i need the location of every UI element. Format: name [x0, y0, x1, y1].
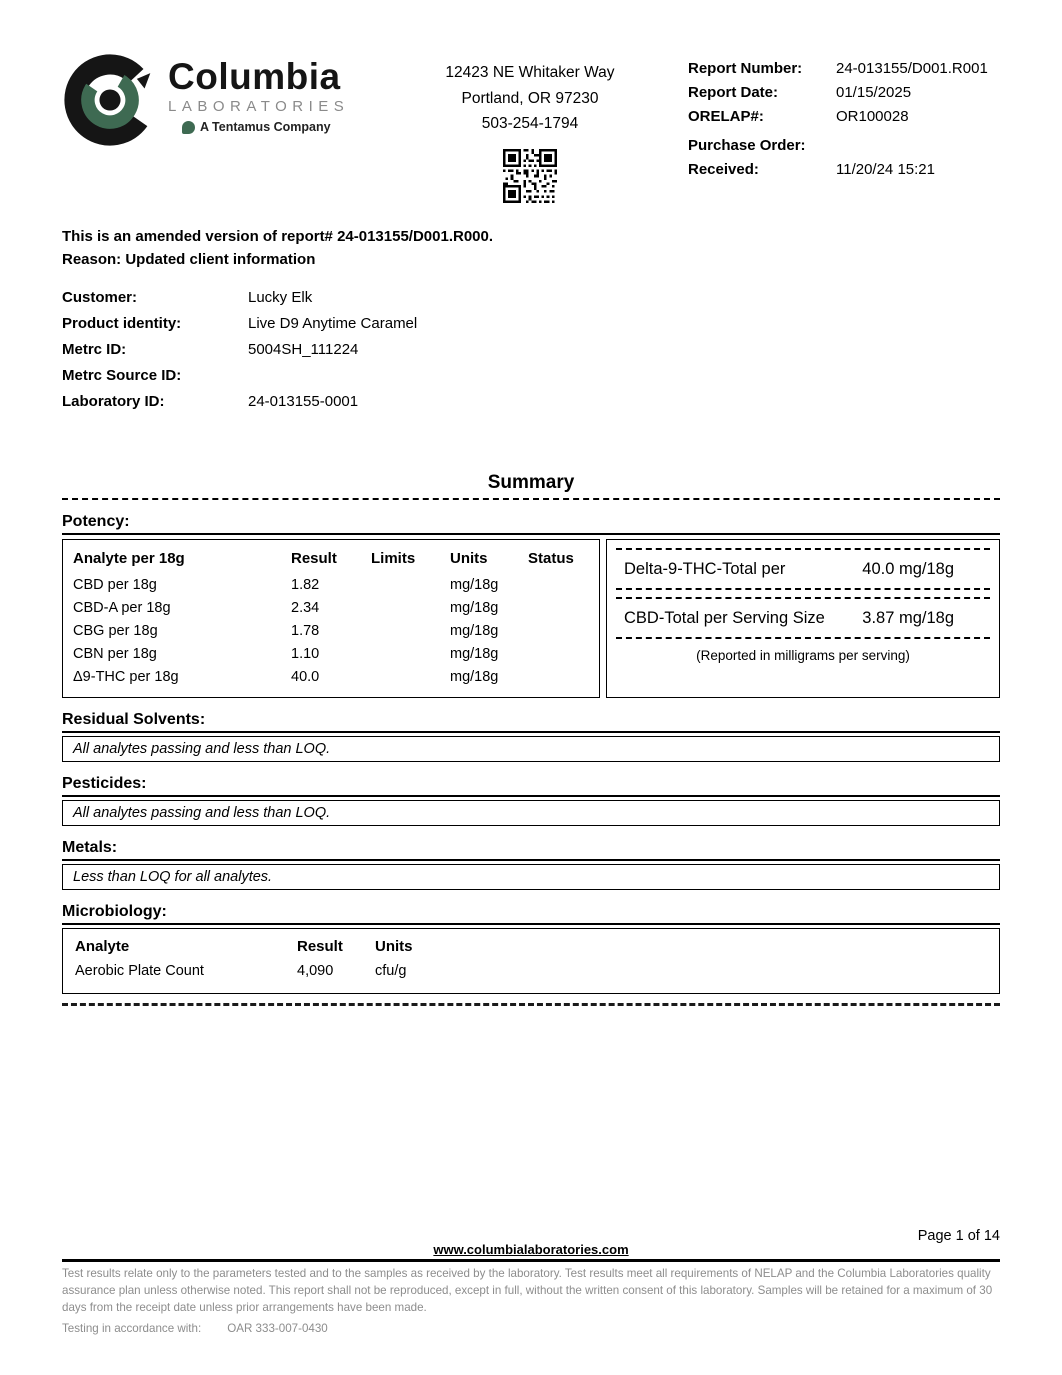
table-row	[73, 597, 589, 620]
amended-notice	[62, 225, 1000, 272]
laboratory-id-row	[62, 393, 1000, 410]
cell-units: mg/18g	[450, 646, 499, 663]
orelap-label: ORELAP#:	[688, 108, 764, 125]
cell-status	[528, 666, 588, 689]
website-link[interactable]: www.columbialaboratories.com	[433, 1242, 629, 1257]
cell-result: 40.0	[291, 669, 320, 686]
microbiology-table	[62, 928, 1000, 994]
cell-result: 4,090	[297, 963, 334, 980]
cell-result: 1.78	[291, 623, 320, 640]
logo-subtitle: LABORATORIES	[168, 98, 350, 115]
metals-note: Less than LOQ for all analytes.	[62, 864, 1000, 890]
laboratory-id-value: 24-013155-0001	[248, 393, 359, 411]
sample-info	[62, 289, 1000, 410]
report-number-row	[688, 60, 1000, 77]
footer-rule	[62, 1242, 1000, 1262]
tentamus-icon	[182, 121, 195, 134]
metrc-id-value: 5004SH_111224	[248, 341, 359, 359]
cell-units: mg/18g	[450, 600, 499, 617]
potency-table	[62, 539, 600, 698]
tagline-text: A Tentamus Company	[200, 120, 331, 134]
cbd-total-row	[616, 597, 990, 639]
cell-analyte: CBD-A per 18g	[73, 600, 171, 617]
received-label: Received:	[688, 161, 759, 178]
cell-status	[528, 597, 588, 620]
potency-section-title: Potency:	[62, 513, 1000, 535]
laboratory-id-label: Laboratory ID:	[62, 393, 165, 411]
cbd-total-value: 3.87 mg/18g	[862, 609, 954, 628]
thc-total-row	[616, 548, 990, 590]
potency-totals-box	[606, 539, 1000, 698]
lab-address	[372, 52, 688, 203]
report-date-value: 01/15/2025	[836, 84, 912, 101]
logo-name: Columbia	[168, 56, 341, 97]
accordance-label: Testing in accordance with:	[62, 1322, 202, 1336]
cell-limits	[371, 597, 450, 620]
cell-result: 1.10	[291, 646, 320, 663]
col-status: Status	[528, 550, 574, 568]
received-value: 11/20/24 15:21	[836, 161, 935, 178]
microbiology-title: Microbiology:	[62, 903, 1000, 925]
cell-status	[528, 620, 588, 643]
summary-divider-top	[62, 498, 1000, 500]
potency-section	[62, 539, 1000, 698]
logo-tagline	[182, 120, 349, 134]
customer-value: Lucky Elk	[248, 289, 313, 307]
cell-limits	[371, 643, 450, 666]
col-analyte: Analyte	[75, 938, 130, 956]
report-date-label: Report Date:	[688, 84, 779, 101]
product-identity-label: Product identity:	[62, 315, 182, 333]
cbd-total-label: CBD-Total per Serving Size	[624, 609, 825, 628]
columbia-logo-icon	[62, 52, 158, 153]
col-limits: Limits	[371, 550, 416, 568]
accordance-value: OAR 333-007-0430	[227, 1322, 328, 1336]
product-identity-row	[62, 315, 1000, 332]
cell-analyte: Δ9-THC per 18g	[73, 669, 179, 686]
orelap-value: OR100028	[836, 108, 909, 125]
thc-total-label: Delta-9-THC-Total per	[624, 560, 786, 579]
table-row	[73, 620, 589, 643]
cell-analyte: CBD per 18g	[73, 577, 157, 594]
microbiology-header-row	[75, 935, 987, 959]
address-line1: 12423 NE Whitaker Way	[445, 64, 615, 81]
table-row	[73, 574, 589, 597]
cell-result: 1.82	[291, 577, 320, 594]
metrc-id-label: Metrc ID:	[62, 341, 127, 359]
report-info	[688, 52, 1000, 185]
pesticides-title: Pesticides:	[62, 775, 1000, 797]
cell-analyte: CBG per 18g	[73, 623, 158, 640]
report-number-label: Report Number:	[688, 60, 803, 77]
table-row	[73, 643, 589, 666]
page-number: Page 1 of 14	[917, 1228, 1000, 1244]
metals-title: Metals:	[62, 839, 1000, 861]
purchase-order-row	[688, 137, 1000, 154]
received-row	[688, 161, 1000, 178]
customer-label: Customer:	[62, 289, 138, 307]
col-units: Units	[375, 938, 413, 956]
cell-limits	[371, 666, 450, 689]
customer-row	[62, 289, 1000, 306]
pesticides-note: All analytes passing and less than LOQ.	[62, 800, 1000, 826]
summary-divider-bottom	[62, 1003, 1000, 1006]
cell-status	[528, 574, 588, 597]
cell-units: mg/18g	[450, 577, 499, 594]
qr-code	[503, 149, 557, 203]
potency-header-row	[73, 546, 589, 572]
cell-limits	[371, 574, 450, 597]
cell-analyte: CBN per 18g	[73, 646, 157, 663]
cell-units: mg/18g	[450, 623, 499, 640]
orelap-row	[688, 108, 1000, 125]
report-date-row	[688, 84, 1000, 101]
purchase-order-label: Purchase Order:	[688, 137, 806, 154]
metrc-source-id-row	[62, 367, 1000, 384]
product-identity-value: Live D9 Anytime Caramel	[248, 315, 418, 333]
cell-status	[528, 643, 588, 666]
columbia-logo	[62, 52, 372, 153]
cell-analyte: Aerobic Plate Count	[75, 963, 204, 980]
amended-line2: Reason: Updated client information	[62, 250, 316, 268]
cell-result: 2.34	[291, 600, 320, 617]
report-footer	[62, 1228, 1000, 1335]
address-phone: 503-254-1794	[481, 115, 579, 133]
col-result: Result	[291, 550, 337, 568]
table-row	[73, 666, 589, 689]
footer-disclaimer: Test results relate only to the parameters tested and to the samples as received by the laboratory. Test results meet all requirements of NELAP and the Columbia Laboratories quality assurance plan unless otherwise noted. This report shall not be reproduced, except in full, without the written consent of this laboratory. Samples will be retained for a maximum of 30 days from the receipt date unless prior arrangements have been made.	[62, 1267, 993, 1314]
cell-units: cfu/g	[375, 963, 407, 980]
address-line2: Portland, OR 97230	[461, 89, 599, 107]
col-result: Result	[297, 938, 343, 956]
table-row	[75, 959, 987, 983]
accordance-line	[62, 1322, 1000, 1335]
metrc-id-row	[62, 341, 1000, 358]
cell-units: mg/18g	[450, 669, 499, 686]
totals-note: (Reported in milligrams per serving)	[696, 648, 910, 664]
residual-solvents-title: Residual Solvents:	[62, 711, 1000, 733]
thc-total-value: 40.0 mg/18g	[862, 560, 954, 579]
col-units: Units	[450, 550, 488, 568]
report-header	[62, 52, 1000, 203]
metrc-source-id-label: Metrc Source ID:	[62, 367, 182, 385]
summary-title: Summary	[487, 472, 575, 494]
amended-line1: This is an amended version of report# 24-013155/D001.R000.	[62, 227, 494, 245]
logo-text	[168, 52, 349, 134]
report-number-value: 24-013155/D001.R001	[836, 60, 988, 77]
cell-limits	[371, 620, 450, 643]
residual-solvents-note: All analytes passing and less than LOQ.	[62, 736, 1000, 762]
col-analyte: Analyte per 18g	[73, 550, 185, 568]
